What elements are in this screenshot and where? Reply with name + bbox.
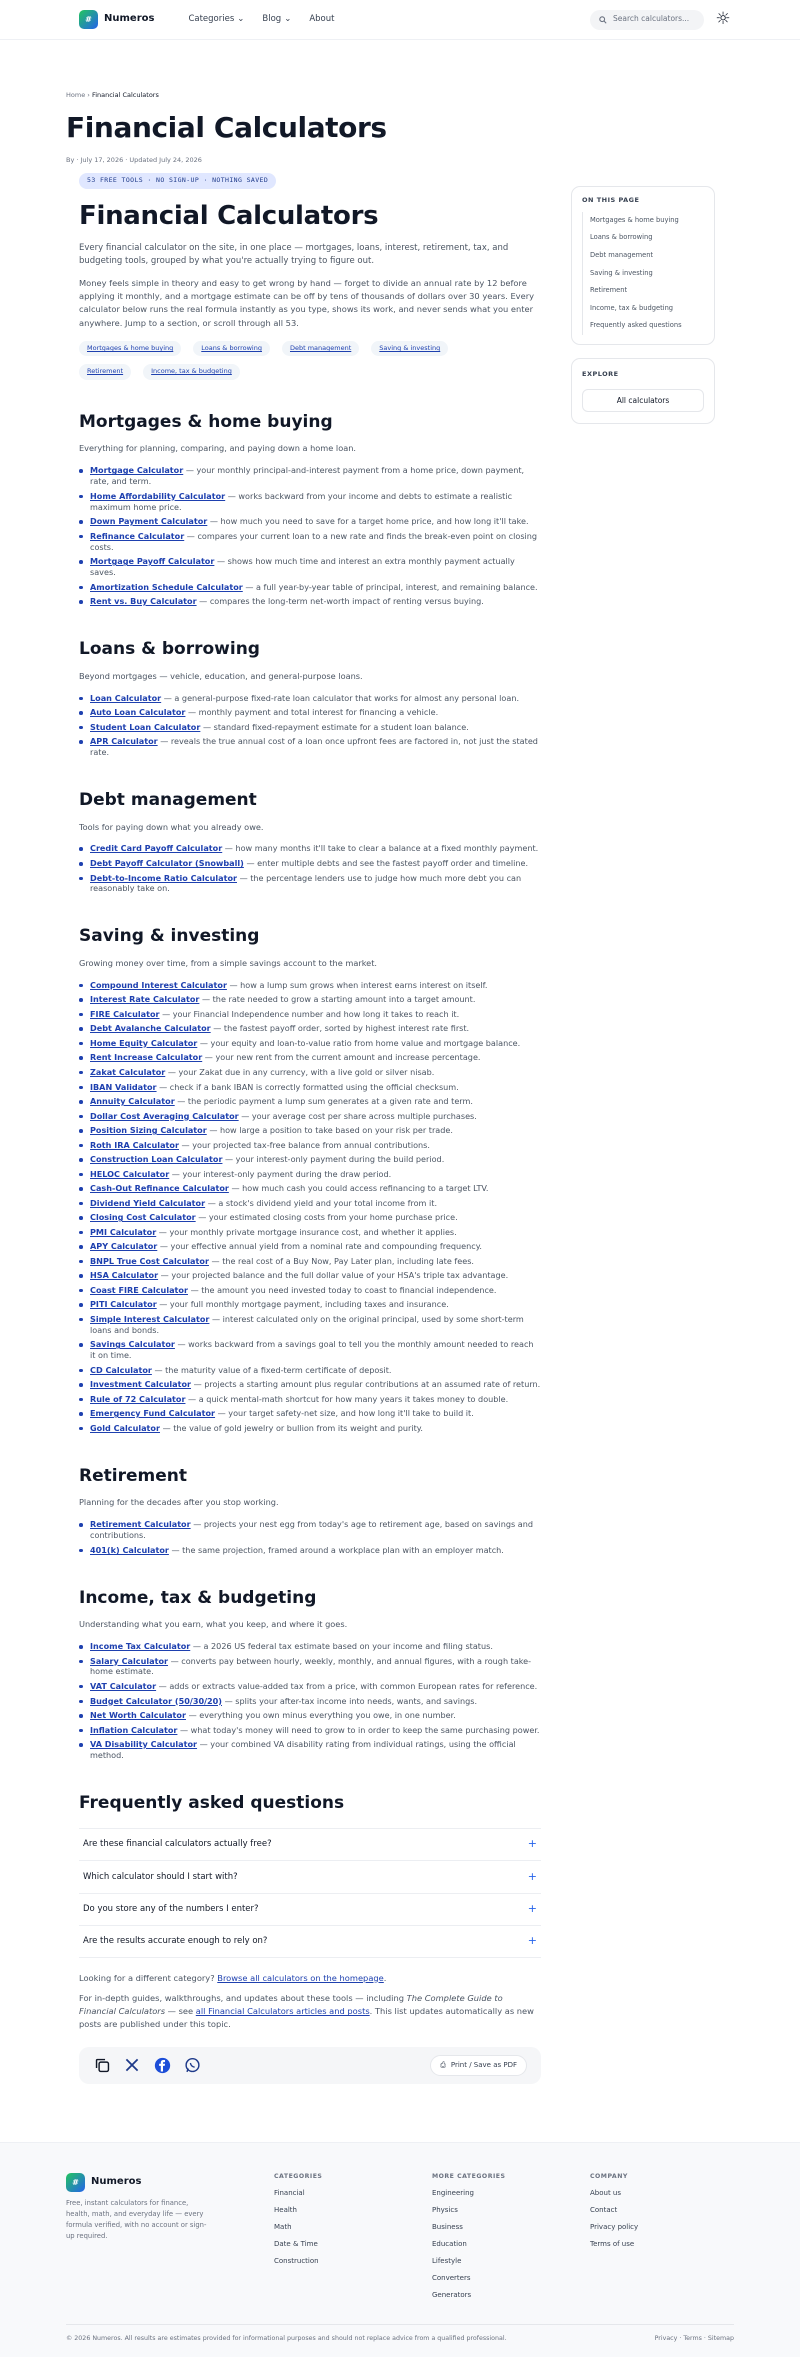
nav-blog[interactable] — [262, 13, 291, 25]
calculator-description: — standard fixed-repayment estimate for a student loan balance. — [202, 721, 469, 732]
logo-icon: # — [66, 2173, 85, 2192]
calculator-list — [79, 980, 541, 1434]
calculator-list — [79, 843, 541, 894]
list-item — [79, 1519, 541, 1541]
explore-box — [571, 358, 715, 424]
calculator-link[interactable]: Loan Calculator — [90, 692, 162, 703]
toc-item[interactable]: Frequently asked questions — [590, 321, 682, 330]
calculator-link[interactable]: Salary Calculator — [90, 1655, 169, 1666]
articles-link[interactable]: all Financial Calculators articles and posts — [195, 2006, 370, 2017]
meta-published: July 17, 2026 — [80, 156, 124, 165]
calculator-link[interactable]: Zakat Calculator — [90, 1066, 166, 1077]
printer-icon: ⎙ — [440, 2061, 446, 2070]
list-item — [79, 1710, 541, 1721]
calculator-link[interactable]: Debt Avalanche Calculator — [90, 1023, 211, 1034]
chevron-down-icon: ⌄ — [237, 14, 245, 25]
browse-text: Looking for a different category? — [79, 1972, 215, 1983]
toc-item[interactable]: Saving & investing — [590, 268, 653, 277]
list-item — [79, 1379, 541, 1390]
calculator-link[interactable]: IBAN Validator — [90, 1081, 157, 1092]
calculator-link[interactable]: Debt-to-Income Ratio Calculator — [90, 872, 237, 883]
calculator-description: — how a lump sum grows when interest earns interest on itself. — [229, 979, 488, 990]
search-icon — [599, 16, 607, 24]
plus-icon: + — [527, 1902, 537, 1916]
calculator-description: — your monthly principal-and-interest payment from a home price, down payment, rate, and term. — [90, 465, 525, 487]
footer-link[interactable]: Education — [432, 2239, 467, 2248]
calculator-link[interactable]: APY Calculator — [90, 1241, 158, 1252]
footer-link[interactable]: Construction — [274, 2256, 319, 2265]
list-item — [79, 1641, 541, 1652]
list-item — [79, 1696, 541, 1707]
list-item — [79, 491, 541, 513]
calculator-link[interactable]: Student Loan Calculator — [90, 721, 201, 732]
section-title: Income, tax & budgeting — [79, 1587, 317, 1608]
x-icon[interactable] — [123, 2056, 141, 2074]
toc-item[interactable]: Retirement — [590, 286, 628, 295]
list-item — [79, 1096, 541, 1107]
calculator-link[interactable]: CD Calculator — [90, 1364, 152, 1375]
calculator-description: — your interest-only payment during the build period. — [225, 1154, 445, 1165]
footer-column — [432, 2173, 590, 2307]
list-item — [79, 1394, 541, 1405]
calculator-description: — your projected balance and the full dollar value of your HSA's triple tax advantage. — [160, 1270, 509, 1281]
search-placeholder: Search calculators... — [613, 14, 690, 24]
articles-text-post: . This list updates automatically as new posts are published under this topic. — [79, 2006, 534, 2030]
calculator-description: — the percentage lenders use to judge how much more debt you can reasonably take on. — [90, 872, 522, 894]
calculator-link[interactable]: Annuity Calculator — [90, 1096, 175, 1107]
faq-item[interactable] — [79, 1828, 541, 1861]
calculator-description: — your effective annual yield from a nominal rate and compounding frequency. — [159, 1241, 482, 1252]
list-item — [79, 1052, 541, 1063]
calculator-description: — the value of gold jewelry or bullion from its weight and purity. — [162, 1422, 423, 1433]
calculator-description: — the maturity value of a fixed-term certificate of deposit. — [154, 1364, 392, 1375]
list-item — [79, 858, 541, 869]
share-bar — [79, 2047, 541, 2084]
breadcrumb-home[interactable]: Home — [66, 91, 86, 99]
calculator-description: — compares your current loan to a new rate and finds the break-even point on closing costs. — [90, 530, 538, 552]
footer-link[interactable]: Health — [274, 2205, 297, 2214]
calculator-description: — the real cost of a Buy Now, Pay Later plan, including late fees. — [211, 1255, 475, 1266]
print-button[interactable] — [430, 2055, 527, 2075]
calculator-description: — the rate needed to grow a starting amount into a target amount. — [201, 994, 476, 1005]
calculator-description: — works backward from a savings goal to tell you the monthly amount needed to reach it on time. — [90, 1339, 534, 1361]
browse-note: Looking for a different category? Browse all calculators on the homepage. — [79, 1972, 387, 1983]
footer-link[interactable]: Lifestyle — [432, 2256, 462, 2265]
calculator-link[interactable]: Construction Loan Calculator — [90, 1154, 223, 1165]
list-item — [79, 1067, 541, 1078]
calculator-link[interactable]: Refinance Calculator — [90, 530, 185, 541]
footer-link[interactable]: Physics — [432, 2205, 458, 2214]
footer-column-title: MORE CATEGORIES — [432, 2172, 506, 2180]
calculator-description: — projects a starting amount plus regular contributions at an assumed rate of return. — [193, 1379, 541, 1390]
section-title: Loans & borrowing — [79, 639, 260, 660]
calculator-link[interactable]: Simple Interest Calculator — [90, 1313, 210, 1324]
calculator-description: — the same projection, framed around a workplace plan with an employer match. — [171, 1544, 504, 1555]
calculator-link[interactable]: BNPL True Cost Calculator — [90, 1255, 209, 1266]
footer-link[interactable]: Business — [432, 2222, 463, 2231]
footer-link[interactable]: Privacy policy — [590, 2222, 639, 2231]
list-item — [79, 1082, 541, 1093]
list-item — [79, 1339, 541, 1361]
tools-badge: 53 FREE TOOLS · NO SIGN-UP · NOTHING SAVED — [79, 173, 276, 188]
copyright: © 2026 Numeros. All results are estimates provided for informational purposes and should not replace advice from a qualified professional. — [66, 2334, 507, 2342]
list-item — [79, 1365, 541, 1376]
list-item — [79, 693, 541, 704]
calculator-description: — the periodic payment a lump sum generates at a given rate and term. — [177, 1096, 473, 1107]
section-title: Debt management — [79, 789, 257, 810]
calculator-description: — splits your after-tax income into needs, wants, and savings. — [224, 1695, 478, 1706]
chevron-down-icon: ⌄ — [284, 14, 292, 25]
calculator-link[interactable]: HELOC Calculator — [90, 1168, 170, 1179]
calculator-link[interactable]: PMI Calculator — [90, 1226, 157, 1237]
calculator-link[interactable]: Net Worth Calculator — [90, 1710, 186, 1721]
footer-logo[interactable] — [66, 2173, 210, 2192]
copy-icon[interactable] — [93, 2056, 111, 2074]
page-title: Financial Calculators — [66, 111, 387, 145]
plus-icon: + — [527, 1934, 537, 1948]
section-description: Everything for planning, comparing, and paying down a home loan. — [79, 443, 357, 454]
calculator-description: — a stock's dividend yield and your total income from it. — [207, 1197, 438, 1208]
hero-intro: Money feels simple in theory and easy to get wrong by hand — forget to divide an annual rate by 12 before applying it monthly, and a mortgage estimate can be off by tens of thousands of dollars over 30 years. Every calculator below runs the real formula instantly as you type, shows its work, and never sends what you enter anywhere. Jump to a section, or scroll through all 53. — [79, 277, 535, 328]
calculator-description: — your interest-only payment during the draw period. — [171, 1168, 392, 1179]
calculator-link[interactable]: Auto Loan Calculator — [90, 707, 186, 718]
footer-column — [590, 2173, 690, 2307]
brand-name: Numeros — [104, 13, 155, 25]
faq-item[interactable] — [79, 1893, 541, 1926]
faq-question: Are these financial calculators actually free? — [83, 1839, 272, 1850]
list-item — [79, 994, 541, 1005]
meta-author: By — [66, 156, 75, 165]
list-item — [79, 1408, 541, 1419]
list-item — [79, 1270, 541, 1281]
footer-link[interactable]: Financial — [274, 2188, 305, 2197]
section-description: Beyond mortgages — vehicle, education, and general-purpose loans. — [79, 670, 363, 681]
calculator-link[interactable]: Budget Calculator (50/30/20) — [90, 1695, 223, 1706]
section-description: Understanding what you earn, what you keep, and where it goes. — [79, 1619, 348, 1630]
calculator-link[interactable]: Income Tax Calculator — [90, 1641, 191, 1652]
calculator-list — [79, 465, 541, 607]
theme-toggle-sun-icon[interactable]: ☼ — [715, 9, 731, 30]
section-chip[interactable]: Income, tax & budgeting — [143, 364, 240, 379]
list-item — [79, 1183, 541, 1194]
footer-link[interactable]: Date & Time — [274, 2239, 318, 2248]
calculator-list — [79, 1641, 541, 1761]
list-item — [79, 736, 541, 758]
footer-bottom — [66, 2324, 734, 2343]
calculator-link[interactable]: Investment Calculator — [90, 1379, 191, 1390]
list-item — [79, 1681, 541, 1692]
section-chip[interactable]: Loans & borrowing — [193, 341, 270, 356]
list-item — [79, 843, 541, 854]
list-item — [79, 1314, 541, 1336]
calculator-description: — your estimated closing costs from your home purchase price. — [198, 1212, 458, 1223]
section-chips — [79, 341, 479, 380]
calculator-link[interactable]: Dollar Cost Averaging Calculator — [90, 1110, 239, 1121]
explore-title: EXPLORE — [582, 370, 619, 379]
main-content — [79, 173, 541, 2084]
main-nav — [188, 13, 334, 25]
footer-brand — [66, 2173, 210, 2307]
footer-brand-name: Numeros — [91, 2176, 142, 2188]
breadcrumb-current: Financial Calculators — [91, 91, 159, 99]
toc-item[interactable]: Mortgages & home buying — [590, 215, 679, 224]
footer-link[interactable]: Math — [274, 2222, 292, 2231]
footer-columns — [210, 2173, 690, 2307]
faq-question: Are the results accurate enough to rely on? — [83, 1936, 268, 1947]
list-item — [79, 556, 541, 578]
calculator-link[interactable]: Rent Increase Calculator — [90, 1052, 203, 1063]
list-item — [79, 516, 541, 527]
list-item — [79, 1038, 541, 1049]
calculator-link[interactable]: Amortization Schedule Calculator — [90, 581, 243, 592]
calculator-list — [79, 1519, 541, 1555]
calculator-description: — your combined VA disability rating from individual ratings, using the official method. — [90, 1739, 516, 1760]
calculator-description: — a full year-by-year table of principal, interest, and remaining balance. — [245, 581, 538, 592]
list-item — [79, 1023, 541, 1034]
footer-link[interactable]: Contact — [590, 2205, 618, 2214]
list-item — [79, 1725, 541, 1736]
nav-blog-label: Blog — [262, 14, 282, 25]
list-item — [79, 1241, 541, 1252]
faq-item[interactable] — [79, 1925, 541, 1958]
breadcrumb: Home › Financial Calculators — [66, 91, 159, 99]
footer-tagline: Free, instant calculators for finance, health, math, and everyday life — every formula verified, with no account or sign-up required. — [66, 2198, 207, 2240]
calculator-description: — your equity and loan-to-value ratio from home value and mortgage balance. — [199, 1037, 521, 1048]
footer-link[interactable]: About us — [590, 2188, 622, 2197]
calculator-link[interactable]: Credit Card Payoff Calculator — [90, 843, 223, 854]
hero-lead: Every financial calculator on the site, in one place — mortgages, loans, interest, retirement, tax, and budgeting tools, grouped by what you're actually trying to figure out. — [79, 242, 509, 266]
calculator-link[interactable]: Interest Rate Calculator — [90, 994, 200, 1005]
calculator-description: — compares the long-term net-worth impact of renting versus buying. — [199, 596, 484, 607]
calculator-link[interactable]: 401(k) Calculator — [90, 1544, 169, 1555]
calculator-description: — everything you own minus everything you owe, in one number. — [188, 1710, 456, 1721]
footer-link[interactable]: Terms of use — [590, 2239, 635, 2248]
footer-link[interactable]: Engineering — [432, 2188, 474, 2197]
section-chip[interactable]: Mortgages & home buying — [79, 341, 181, 356]
calculator-description: — how many months it'll take to clear a balance at a fixed monthly payment. — [224, 843, 539, 854]
calculator-link[interactable]: Savings Calculator — [90, 1339, 175, 1350]
meta-updated: Updated July 24, 2026 — [129, 156, 202, 165]
list-item — [79, 980, 541, 991]
calculator-description: — interest calculated only on the original principal, used by some short-term loans and bonds. — [90, 1313, 524, 1335]
calculator-description: — a general-purpose fixed-rate loan calculator that works for almost any personal loan. — [163, 692, 520, 703]
list-item — [79, 1009, 541, 1020]
list-item — [79, 1545, 541, 1556]
calculator-description: — your full monthly mortgage payment, including taxes and insurance. — [159, 1299, 449, 1310]
list-item — [79, 1285, 541, 1296]
faq-list — [79, 1828, 541, 1958]
search-input[interactable] — [590, 10, 704, 30]
calculator-link[interactable]: PITI Calculator — [90, 1299, 157, 1310]
calculator-link[interactable]: Rent vs. Buy Calculator — [90, 596, 197, 607]
toc-item[interactable]: Income, tax & budgeting — [590, 303, 674, 312]
calculator-description: — a 2026 US federal tax estimate based on your income and filing status. — [192, 1641, 493, 1652]
list-item — [79, 722, 541, 733]
calculator-link[interactable]: Rule of 72 Calculator — [90, 1393, 186, 1404]
articles-text: For in-depth guides, walkthroughs, and updates about these tools — including — [79, 1993, 405, 2004]
logo-icon: # — [79, 10, 98, 29]
calculator-list — [79, 693, 541, 758]
plus-icon: + — [527, 1869, 537, 1883]
nav-categories[interactable] — [188, 13, 244, 25]
calculator-description: — adds or extracts value-added tax from a price, with common European rates for reference. — [158, 1680, 538, 1691]
calculator-description: — reveals the true annual cost of a loan once upfront fees are factored in, not just the stated rate. — [90, 736, 538, 758]
calculator-description: — your monthly private mortgage insurance cost, and whether it applies. — [158, 1226, 457, 1237]
list-item — [79, 1111, 541, 1122]
list-item — [79, 1299, 541, 1310]
calculator-link[interactable]: Dividend Yield Calculator — [90, 1197, 206, 1208]
calculator-description: — how much you need to save for a target home price, and how long it'll take. — [209, 516, 529, 527]
calculator-description: — a quick mental-math shortcut for how many years it takes money to double. — [188, 1393, 509, 1404]
list-item — [79, 1125, 541, 1136]
plus-icon: + — [527, 1837, 537, 1851]
calculator-description: — your new rent from the current amount and increase percentage. — [204, 1052, 481, 1063]
articles-text-mid: — see — [167, 2006, 194, 2017]
faq-question: Which calculator should I start with? — [83, 1871, 238, 1882]
calculator-link[interactable]: Coast FIRE Calculator — [90, 1284, 188, 1295]
calculator-link[interactable]: Mortgage Payoff Calculator — [90, 556, 215, 567]
list-item — [79, 707, 541, 718]
calculator-description: — shows how much time and interest an extra monthly payment actually saves. — [90, 556, 515, 578]
calculator-description: — works backward from your income and debts to estimate a realistic maximum home price. — [90, 490, 513, 512]
calculator-description: — enter multiple debts and see the fastest payoff order and timeline. — [246, 858, 529, 868]
calculator-link[interactable]: Mortgage Calculator — [90, 465, 184, 476]
calculator-link[interactable]: Home Equity Calculator — [90, 1037, 198, 1048]
list-item — [79, 1212, 541, 1223]
section-title: Retirement — [79, 1465, 187, 1486]
list-item — [79, 873, 541, 895]
list-item — [79, 1656, 541, 1678]
section-title: Saving & investing — [79, 926, 260, 947]
calculator-link[interactable]: HSA Calculator — [90, 1270, 159, 1281]
brand-logo[interactable] — [79, 10, 154, 29]
calculator-description: — check if a bank IBAN is correctly formatted using the official checksum. — [159, 1081, 459, 1092]
calculator-description: — your Financial Independence number and how long it takes to reach it. — [162, 1008, 460, 1019]
list-item — [79, 1140, 541, 1151]
section-chip[interactable]: Retirement — [79, 364, 131, 379]
site-footer — [0, 2142, 800, 2357]
calculator-description: — the fastest payoff order, sorted by highest interest rate first. — [213, 1023, 470, 1034]
browse-homepage-link[interactable]: Browse all calculators on the homepage — [217, 1972, 384, 1983]
calculator-description: — what today's money will need to grow to in order to keep the same purchasing power. — [180, 1724, 540, 1735]
calculator-link[interactable]: Compound Interest Calculator — [90, 979, 227, 990]
nav-about[interactable]: About — [309, 14, 335, 25]
list-item — [79, 1739, 541, 1761]
list-item — [79, 1154, 541, 1165]
sidebar — [571, 186, 715, 2084]
calculator-description: — your average cost per share across multiple purchases. — [241, 1110, 477, 1121]
calculator-description: — your target safety-net size, and how long it'll take to build it. — [217, 1408, 474, 1419]
calculator-description: — converts pay between hourly, weekly, monthly, and annual figures, with a rough take-home estimate. — [90, 1655, 532, 1677]
calculator-link[interactable]: Roth IRA Calculator — [90, 1139, 179, 1150]
calculator-description: — how large a position to take based on your risk per trade. — [209, 1125, 453, 1136]
footer-link[interactable]: Converters — [432, 2273, 471, 2282]
list-item — [79, 465, 541, 487]
list-item — [79, 1256, 541, 1267]
section-description: Planning for the decades after you stop working. — [79, 1497, 279, 1508]
calculator-link[interactable]: Inflation Calculator — [90, 1724, 178, 1735]
calculator-link[interactable]: VAT Calculator — [90, 1680, 157, 1691]
guide-title: The Complete Guide to Financial Calculators — [79, 1993, 503, 2017]
faq-item[interactable] — [79, 1860, 541, 1893]
footer-link[interactable]: Generators — [432, 2290, 472, 2299]
calculator-link[interactable]: Emergency Fund Calculator — [90, 1408, 216, 1419]
calculator-link[interactable]: Retirement Calculator — [90, 1519, 191, 1530]
list-item — [79, 531, 541, 553]
calculator-description: — monthly payment and total interest for financing a vehicle. — [188, 707, 439, 718]
toc-item[interactable]: Loans & borrowing — [590, 233, 653, 242]
calculator-link[interactable]: Position Sizing Calculator — [90, 1125, 207, 1136]
calculator-description: — projects your nest egg from today's age to retirement age, based on savings and contributions. — [90, 1519, 534, 1541]
calculator-link[interactable]: Closing Cost Calculator — [90, 1212, 196, 1223]
list-item — [79, 1169, 541, 1180]
list-item — [79, 582, 541, 593]
print-label: Print / Save as PDF — [450, 2061, 517, 2070]
calculator-link[interactable]: Home Affordability Calculator — [90, 490, 226, 501]
footer-legal-links[interactable]: Privacy · Terms · Sitemap — [654, 2334, 734, 2342]
toc-list — [582, 212, 704, 335]
articles-note — [79, 1992, 541, 2031]
section-chip[interactable]: Saving & investing — [371, 341, 448, 356]
calculator-description: — the amount you need invested today to coast to financial independence. — [190, 1284, 497, 1295]
toc-title: ON THIS PAGE — [582, 196, 640, 205]
footer-column-title: CATEGORIES — [274, 2172, 323, 2180]
section-description: Tools for paying down what you already owe. — [79, 821, 264, 832]
list-item — [79, 596, 541, 607]
toc-item[interactable]: Debt management — [590, 250, 654, 259]
calculator-link[interactable]: VA Disability Calculator — [90, 1739, 198, 1750]
section-title: Mortgages & home buying — [79, 411, 333, 432]
table-of-contents — [571, 186, 715, 345]
all-calculators-button[interactable]: All calculators — [582, 389, 704, 412]
section-chip[interactable]: Debt management — [282, 341, 359, 356]
calculator-link[interactable]: Gold Calculator — [90, 1422, 160, 1433]
calculator-link[interactable]: Debt Payoff Calculator (Snowball) — [90, 858, 244, 868]
calculator-description: — your projected tax-free balance from annual contributions. — [181, 1139, 430, 1150]
footer-column-title: COMPANY — [590, 2172, 628, 2180]
footer-column — [274, 2173, 432, 2307]
top-navbar — [0, 0, 800, 40]
facebook-icon[interactable] — [153, 2056, 171, 2074]
list-item — [79, 1423, 541, 1434]
hero-title: Financial Calculators — [79, 200, 379, 231]
faq-question: Do you store any of the numbers I enter? — [83, 1904, 259, 1915]
calculator-description: — how much cash you could access refinancing to a target LTV. — [231, 1183, 489, 1194]
whatsapp-icon[interactable] — [183, 2056, 201, 2074]
calculator-description: — your Zakat due in any currency, with a live gold or silver nisab. — [167, 1066, 435, 1077]
list-item — [79, 1227, 541, 1238]
section-description: Growing money over time, from a simple savings account to the market. — [79, 958, 378, 968]
calculator-link[interactable]: Cash-Out Refinance Calculator — [90, 1183, 229, 1194]
nav-categories-label: Categories — [188, 14, 235, 25]
calculator-link[interactable]: Down Payment Calculator — [90, 516, 208, 527]
calculator-link[interactable]: APR Calculator — [90, 736, 158, 747]
faq-title: Frequently asked questions — [79, 1792, 345, 1813]
calculator-sections — [79, 410, 541, 1761]
calculator-link[interactable]: FIRE Calculator — [90, 1008, 160, 1019]
list-item — [79, 1198, 541, 1209]
post-meta: By · July 17, 2026 · Updated July 24, 2026 — [66, 156, 202, 165]
